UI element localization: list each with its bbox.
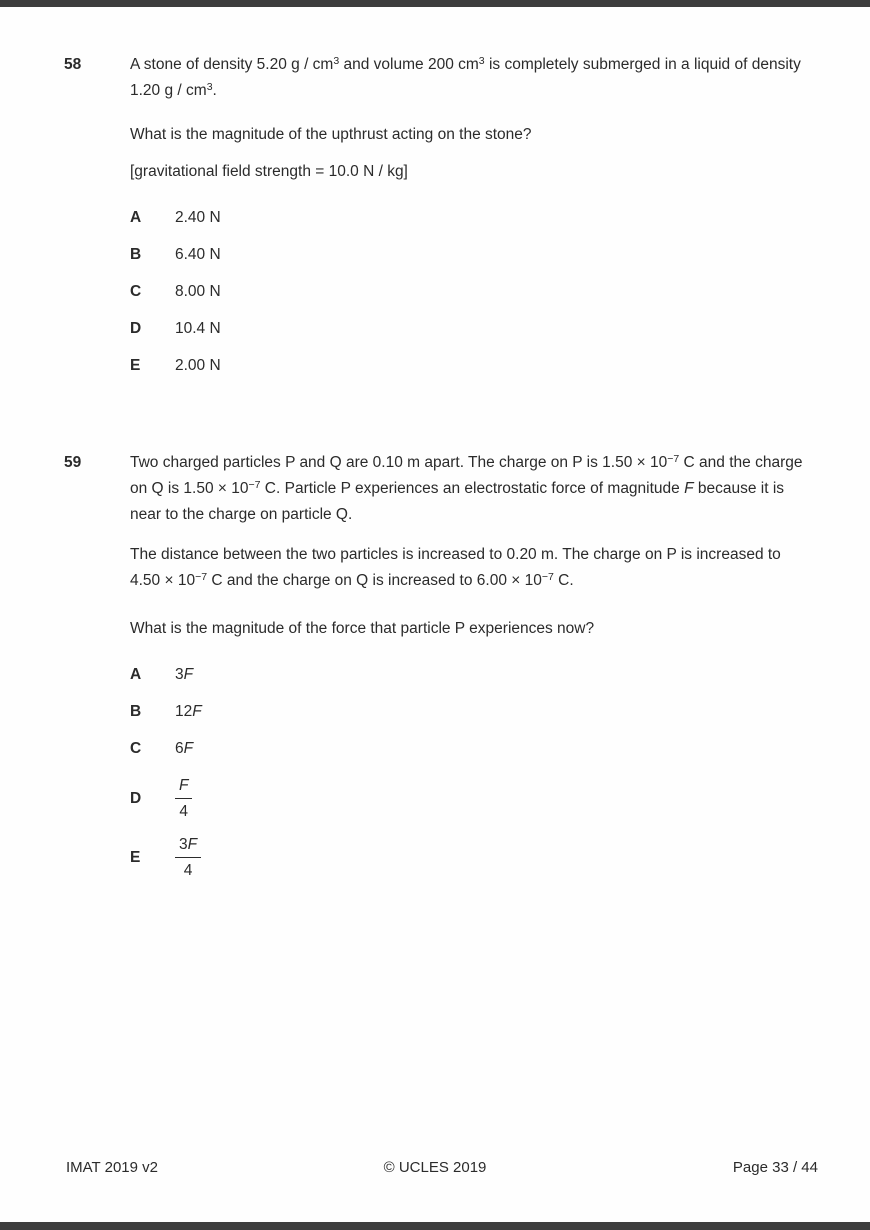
footer-exam-id: IMAT 2019 v2 [66, 1159, 158, 1176]
question-number: 58 [64, 56, 82, 73]
option-row-a [130, 207, 812, 228]
question-body [130, 450, 812, 893]
footer-page-number: Page 33 / 44 [732, 1159, 818, 1176]
option-row-b [130, 244, 812, 265]
option-row-e [130, 355, 812, 376]
question-number: 59 [64, 454, 82, 471]
answer-options [130, 207, 812, 376]
question-stem: A stone of density 5.20 g / $cm^3$ and volume 200 $cm^3$ is completely submerged in a liquid of density 1.20 g / $cm^3$. [130, 54, 801, 99]
question-prompt: What is the magnitude of the upthrust acting on the stone? [130, 126, 532, 143]
option-value: 6.40 N [175, 246, 221, 263]
option-letter: C [130, 283, 142, 300]
option-letter: A [130, 666, 142, 683]
option-value: 3F [175, 666, 194, 683]
option-value: 6F [175, 740, 194, 757]
fraction-numerator: F [175, 775, 192, 799]
option-letter: D [130, 320, 142, 337]
option-letter: E [130, 357, 141, 374]
option-row-a [130, 664, 812, 685]
fraction-denominator: 4 [183, 862, 193, 879]
option-value: 10.4 N [175, 320, 221, 337]
option-row-b [130, 701, 812, 722]
option-value: 8.00 N [175, 283, 221, 300]
option-letter: A [130, 209, 142, 226]
footer-copyright: © UCLES 2019 [383, 1159, 487, 1176]
option-letter: C [130, 740, 142, 757]
question-body [130, 52, 812, 376]
question-given-data: [gravitational field strength = 10.0 N / kg] [130, 163, 408, 180]
option-row-c [130, 281, 812, 302]
question-prompt: What is the magnitude of the force that particle P experiences now? [130, 620, 595, 637]
option-row-d [130, 318, 812, 339]
option-row-c [130, 738, 812, 759]
fraction-value [175, 775, 192, 822]
option-row-d [130, 775, 812, 822]
option-letter: B [130, 246, 142, 263]
question-stem-2: The distance between the two particles is increased to 0.20 m. The charge on P is increased to $4.50 \times 10^{-7}$ C and the charge on Q is increased to $6.00 \times 10^{-7}$ C. [130, 546, 781, 589]
fraction-value [175, 834, 201, 881]
scan-edge-top [0, 0, 870, 7]
option-letter: B [130, 703, 142, 720]
option-value: 2.40 N [175, 209, 221, 226]
scan-edge-bottom [0, 1222, 870, 1230]
question-stem: Two charged particles P and Q are 0.10 m apart. The charge on P is $1.50 \times 10^{-7}$ C and the charge on Q is $1.50 \times 10^{-7}$ C. Particle P experiences an electrostatic force of magnitude F because it is near to the charge on particle Q. [130, 452, 803, 523]
option-letter: D [130, 790, 142, 807]
option-letter: E [130, 849, 141, 866]
answer-options [130, 664, 812, 881]
option-value: 12F [175, 703, 202, 720]
option-value: 2.00 N [175, 357, 221, 374]
fraction-denominator: 4 [179, 803, 189, 820]
option-row-e [130, 834, 812, 881]
fraction-numerator: 3F [175, 834, 201, 858]
question-59 [64, 450, 818, 893]
question-58 [64, 52, 818, 376]
